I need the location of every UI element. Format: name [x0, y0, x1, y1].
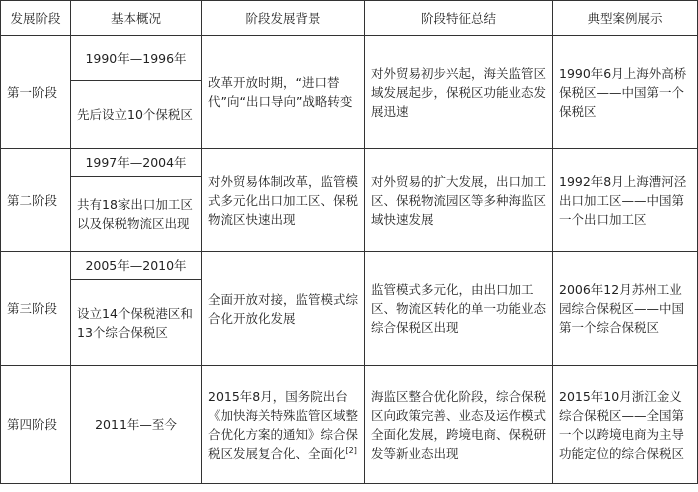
- stage-3-case: 2006年12月苏州工业园综合保税区——中国第一个综合保税区: [553, 252, 698, 366]
- stage-1-features: 对外贸易初步兴起，海关监管区域发展起步，保税区功能业态发展迅速: [365, 36, 553, 149]
- header-case: 典型案例展示: [553, 1, 698, 36]
- stage-4-label: 第四阶段: [1, 366, 71, 484]
- table-row: [1, 36, 698, 81]
- stage-4-period: 2011年—至今: [71, 366, 202, 484]
- stage-4-background-text: 2015年8月，国务院出台《加快海关特殊监管区域整合优化方案的通知》综合保税区发展复合化、全面化: [208, 388, 359, 461]
- stage-3-period: 2005年—2010年: [71, 252, 202, 280]
- table-header-row: [1, 1, 698, 36]
- header-stage: 发展阶段: [1, 1, 71, 36]
- stage-2-period: 1997年—2004年: [71, 149, 202, 177]
- stage-1-background: 改革开放时期，“进口替代”向“出口导向”战略转变: [202, 36, 365, 149]
- stage-3-features: 监管模式多元化，由出口加工区、物流区转化的单一功能业态综合保税区出现: [365, 252, 553, 366]
- table-row: [1, 366, 698, 484]
- stage-1-label: 第一阶段: [1, 36, 71, 149]
- stage-1-case: 1990年6月上海外高桥保税区——中国第一个保税区: [553, 36, 698, 149]
- table-row: [1, 149, 698, 177]
- stage-4-background: [202, 366, 365, 484]
- stage-2-background: 对外贸易体制改革，监管模式多元化出口加工区、保税物流区快速出现: [202, 149, 365, 252]
- stage-1-period: 1990年—1996年: [71, 36, 202, 81]
- stage-4-case: 2015年10月浙江金义综合保税区——全国第一个以跨境电商为主导功能定位的综合保税区: [553, 366, 698, 484]
- stage-3-overview: 设立14个保税港区和13个综合保税区: [71, 280, 202, 366]
- footnote-marker: [2]: [345, 445, 357, 455]
- stage-3-background: 全面开放对接，监管模式综合化开放化发展: [202, 252, 365, 366]
- table-row: [1, 252, 698, 280]
- stage-4-features: 海监区整合优化阶段，综合保税区向政策完善、业态及运作模式全面化发展，跨境电商、保税研发等新业态出现: [365, 366, 553, 484]
- stage-2-label: 第二阶段: [1, 149, 71, 252]
- stage-3-label: 第三阶段: [1, 252, 71, 366]
- stage-2-overview: 共有18家出口加工区以及保税物流区出现: [71, 177, 202, 252]
- header-background: 阶段发展背景: [202, 1, 365, 36]
- header-features: 阶段特征总结: [365, 1, 553, 36]
- stage-1-overview: 先后设立10个保税区: [71, 81, 202, 149]
- header-overview: 基本概况: [71, 1, 202, 36]
- stage-2-case: 1992年8月上海漕河泾出口加工区——中国第一个出口加工区: [553, 149, 698, 252]
- stage-2-features: 对外贸易的扩大发展，出口加工区、保税物流园区等多种海监区域快速发展: [365, 149, 553, 252]
